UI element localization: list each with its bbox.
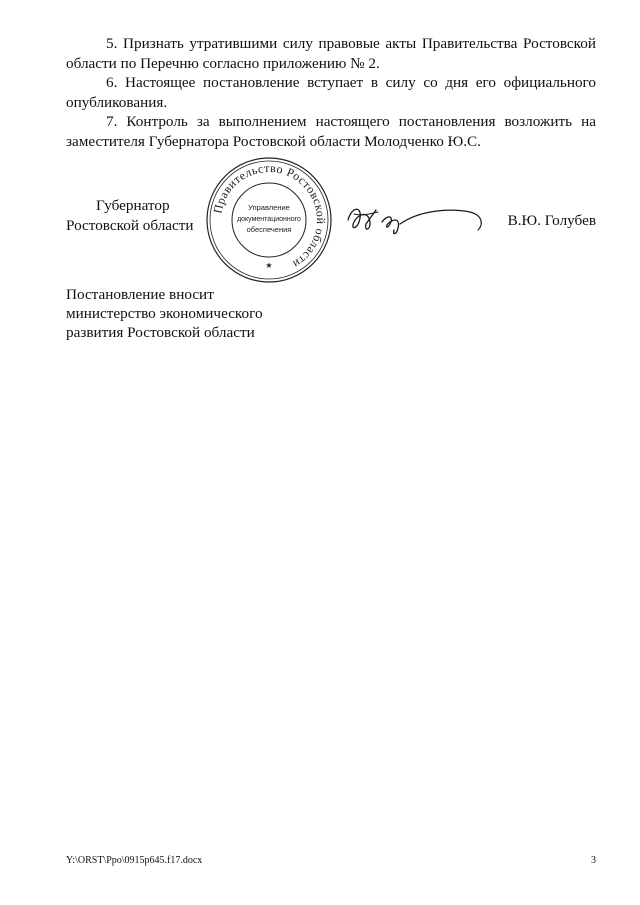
paragraph-5: 5. Признать утратившими силу правовые акты Правительства Ростовской области по Перечню согласно приложению № 2. [66,35,596,72]
signatory-title-line2: Ростовской области [66,216,194,234]
handwritten-signature [340,200,490,240]
signatory-title [66,196,196,235]
submitter-line1: Постановление вносит [66,286,214,303]
submitter-line3: развития Ростовской области [66,324,255,341]
paragraph-7: 7. Контроль за выполнением настоящего постановления возложить на заместителя Губернатора Ростовской области Молодченко Ю.С. [66,113,596,150]
official-seal [204,155,334,285]
seal-inner-line1: Управление [248,203,290,212]
seal-outer-text: Правительство Ростовской области [210,160,329,272]
signatory-title-line1: Губернатор [96,197,170,214]
submitter-line2: министерство экономического [66,305,263,322]
signatory-name: В.Ю. Голубев [507,212,596,229]
submitter-block [66,285,326,342]
footer-file-path: Y:\ORST\Ppo\0915p645.f17.docx [66,855,203,866]
seal-inner-line3: обеспечения [246,225,292,234]
page-number: 3 [591,855,596,866]
paragraph-6: 6. Настоящее постановление вступает в силу со дня его официального опубликования. [66,74,596,111]
seal-inner-line2: документационного [237,216,301,223]
seal-star-icon: ★ [265,261,273,270]
